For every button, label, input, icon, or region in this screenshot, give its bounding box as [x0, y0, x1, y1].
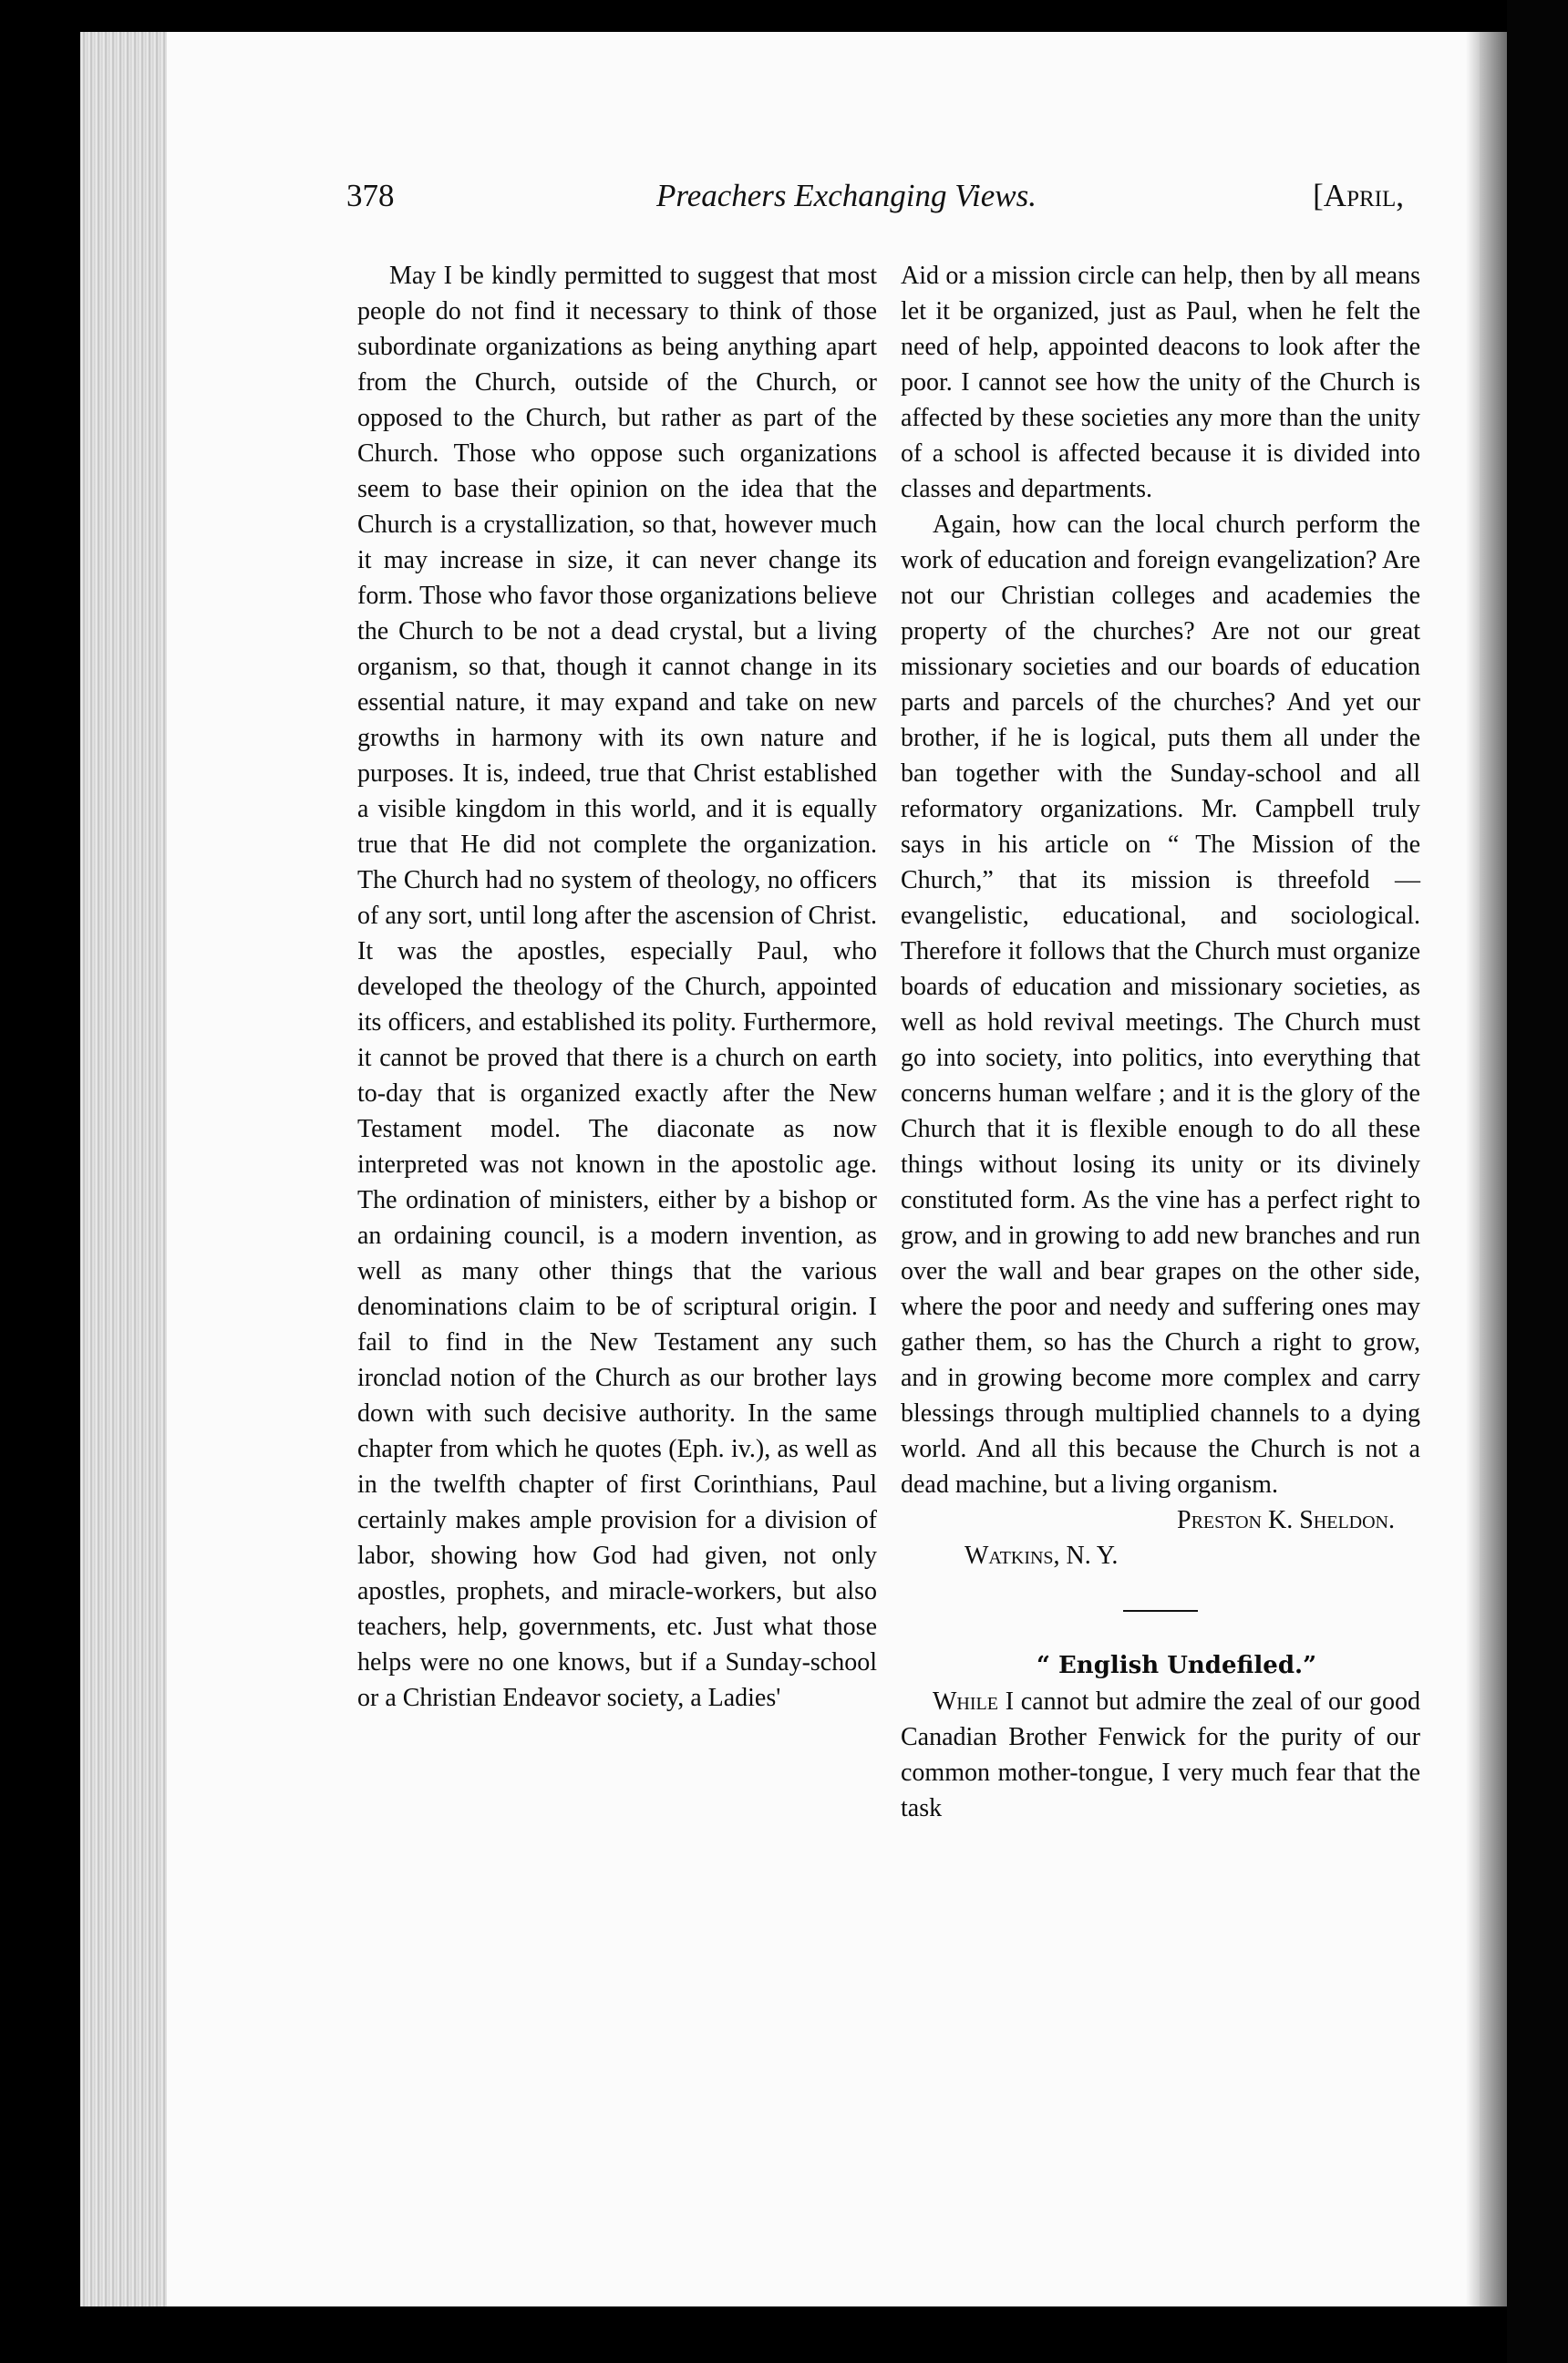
- section-divider: [1123, 1610, 1198, 1612]
- right-paragraph-2: Again, how can the local church perform the work of education and foreign evangelization? Are not our Christian colleges and academies the property of the churches? Are not our great missionary societies and our boards of education parts and parcels of the churches? And yet our brother, if he is logical, puts them all under the ban together with the Sunday-school and all reformatory organizations. Mr. Campbell truly says in his article on “ The Mission of the Church,” that its mission is threefold — evangelistic, educational, and sociological. Therefore it follows that the Church must organize boards of education and missionary societies, as well as hold revival meetings. The Church must go into society, into politics, into everything that concerns human welfare ; and it is the glory of the Church that it is flexible enough to do all these things without losing its unity or its divinely constituted form. As the vine has a perfect right to grow, and in growing to add new branches and run over the wall and bear grapes on the other side, where the poor and needy and suffering ones may gather them, so has the Church a right to grow, and in growing become more complex and carry blessings through multiplied channels to a dying world. And all this because the Church is not a dead machine, but a living organism.: [901, 511, 1420, 1499]
- left-column: [357, 258, 877, 1716]
- scan-border: [1507, 0, 1568, 2363]
- right-paragraph-1: Aid or a mission circle can help, then by all means let it be organized, just as Paul, when he felt the need of help, appointed deacons to look after the poor. I cannot see how the unity of the Church is affected by these societies any more than the unity of a school is affected because it is divided into classes and departments.: [901, 262, 1420, 503]
- page-edge-stack: [80, 32, 167, 2306]
- page-number: 378: [346, 178, 395, 213]
- right-column: [901, 258, 1420, 1826]
- running-header: [346, 178, 1404, 223]
- author-signature: Preston K. Sheldon.: [1177, 1506, 1395, 1534]
- running-title: Preachers Exchanging Views.: [656, 178, 1037, 213]
- article-title: “ English Undefiled.”: [1036, 1652, 1317, 1679]
- article-opening-paragraph: [901, 1684, 1420, 1826]
- article-lead-word: While: [933, 1687, 998, 1716]
- author-location: Watkins, N. Y.: [965, 1542, 1119, 1570]
- running-month: [April,: [1313, 178, 1404, 213]
- left-paragraph: May I be kindly permitted to suggest that most people do not find it necessary to think of those subordinate organizations as being anything apart from the Church, outside of the Church, or opposed to the Church, but rather as part of the Church. Those who oppose such organizations seem to base their opinion on the idea that the Church is a crystallization, so that, however much it may increase in size, it can never change its form. Those who favor those organizations believe the Church to be not a dead crystal, but a living organism, so that, though it cannot change in its essential nature, it may expand and take on new growths in harmony with its own nature and purposes. It is, indeed, true that Christ established a visible kingdom in this world, and it is equally true that He did not complete the organization. The Church had no system of theology, no officers of any sort, until long after the ascension of Christ. It was the apostles, especially Paul, who developed the theology of the Church, appointed its officers, and established its polity. Furthermore, it cannot be proved that there is a church on earth to-day that is organized exactly after the New Testament model. The diaconate as now interpreted was not known in the apostolic age. The ordination of ministers, either by a bishop or an ordaining council, is a modern invention, as well as many other things that the various denominations claim to be of scriptural origin. I fail to find in the New Testament any such ironclad notion of the Church as our brother lays down with such decisive authority. In the same chapter from which he quotes (Eph. iv.), as well as in the twelfth chapter of first Corinthians, Paul certainly makes ample provision for a division of labor, showing how God had given, not only apostles, prophets, and miracle-workers, but also teachers, help, governments, etc. Just what those helps were no one knows, but if a Sunday-school or a Christian Endeavor society, a Ladies': [357, 262, 877, 1712]
- article-opening-text: I cannot but admire the zeal of our good Canadian Brother Fenwick for the purity of our common mother-tongue, I very much fear that the task: [901, 1687, 1420, 1822]
- gutter-shadow: [1466, 32, 1507, 2306]
